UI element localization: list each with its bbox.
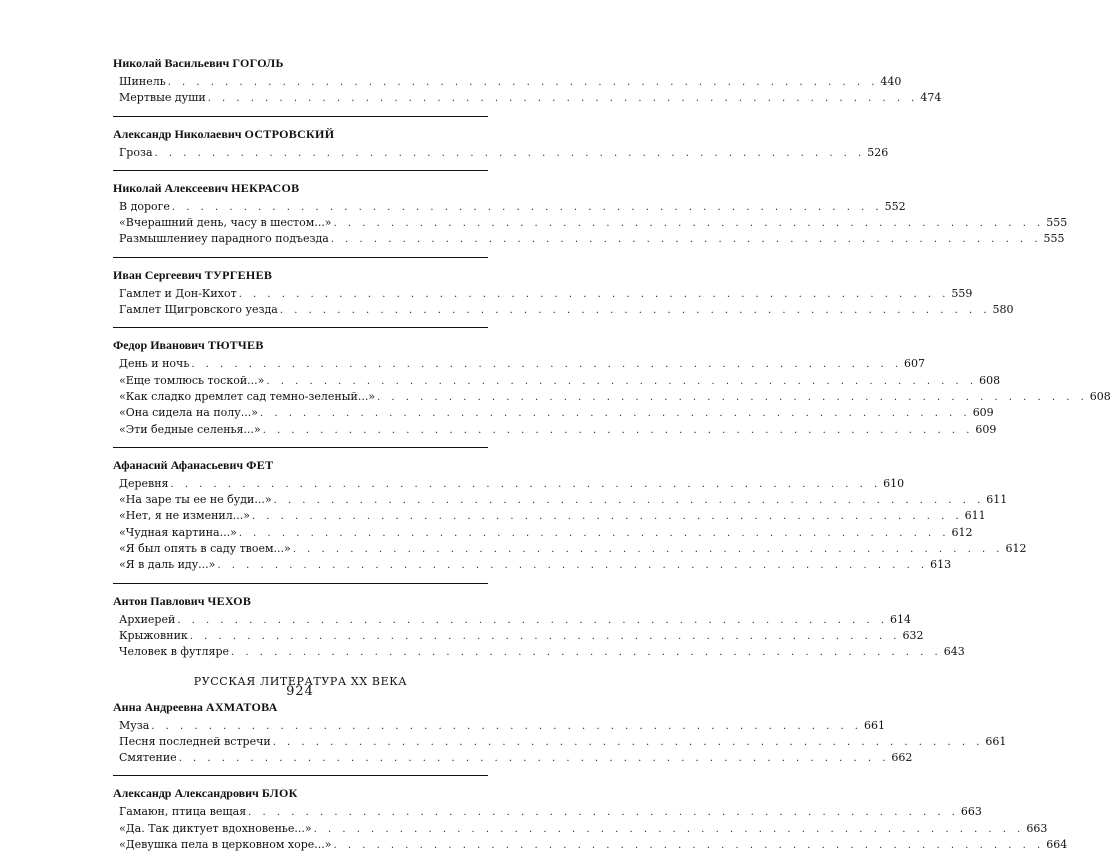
page-number: 924 (286, 684, 314, 699)
author-surname: ТУРГЕНЕВ (204, 267, 273, 282)
entry-title: Шинель (119, 75, 166, 88)
toc-entry (113, 612, 912, 628)
author-block (113, 593, 965, 661)
toc-entry (113, 821, 1048, 837)
entry-page: 608 (979, 373, 1001, 387)
entry-title: Гроза (119, 145, 153, 159)
toc-entry (113, 422, 997, 438)
divider (113, 583, 488, 584)
author-surname: АХМАТОВА (205, 699, 278, 714)
author-name (113, 55, 488, 71)
entry-title: Крыжовник (119, 628, 188, 642)
entry-page: 662 (891, 751, 913, 765)
entry-title: Гамлет Щигровского уезда (119, 303, 278, 317)
author-block (113, 699, 1007, 767)
author-surname: ЧЕХОВ (207, 593, 252, 608)
entry-page: 608 (1089, 389, 1111, 403)
toc-entry (113, 356, 926, 372)
entry-title: «Да. Так диктует вдохновенье...» (119, 821, 312, 835)
entry-title: Муза (119, 718, 150, 732)
dot-leader: . . . . . . . . . . . . . . . . . . . . . . . . . . . . . . . . . . . . . . . . . . . . . . . . . . (189, 630, 901, 642)
entry-page: 474 (920, 91, 942, 105)
author-first-name: Николай Васильевич (113, 56, 230, 70)
dot-leader: . . . . . . . . . . . . . . . . . . . . . . . . . . . . . . . . . . . . . . . . . . . . . . . . . . (154, 147, 866, 159)
entry-title: «Вчерашний день, часу в шестом...» (119, 216, 332, 230)
toc-entry (113, 405, 994, 421)
author-name (113, 699, 488, 715)
section-title: РУССКАЯ ЛИТЕРАТУРА ХХ ВЕКА (193, 674, 408, 688)
entry-title: «Эти бедные селенья...» (119, 422, 261, 436)
entry-title: Гамаюн, птица вещая (119, 805, 247, 819)
author-name (113, 457, 488, 473)
dot-leader: . . . . . . . . . . . . . . . . . . . . . . . . . . . . . . . . . . . . . . . . . . . . . . . . . . (248, 807, 959, 819)
toc-entry (113, 476, 905, 492)
toc-entry (113, 215, 1068, 231)
dot-leader: . . . . . . . . . . . . . . . . . . . . . . . . . . . . . . . . . . . . . . . . . . . . . . . . . . (251, 511, 963, 523)
dot-leader: . . . . . . . . . . . . . . . . . . . . . . . . . . . . . . . . . . . . . . . . . . . . . . . . . . (273, 495, 985, 507)
toc-entry (113, 734, 1007, 750)
author-block (113, 337, 1111, 437)
author-block (113, 55, 942, 107)
author-surname: БЛОК (261, 786, 298, 801)
dot-leader: . . . . . . . . . . . . . . . . . . . . . . . . . . . . . . . . . . . . . . . . . . . . . . . . . . (207, 93, 919, 105)
author-first-name: Афанасий Афанасьевич (113, 457, 244, 472)
toc-entry (113, 389, 1111, 405)
entry-page: 580 (992, 303, 1014, 317)
author-surname: ФЕТ (246, 457, 274, 472)
dot-leader: . . . . . . . . . . . . . . . . . . . . . . . . . . . . . . . . . . . . . . . . . . . . . . . . . . (151, 720, 862, 732)
author-surname: ОСТРОВСКИЙ (244, 126, 335, 141)
entry-page: 661 (864, 718, 885, 732)
author-name (113, 126, 488, 142)
entry-title: Песня последней встречи (119, 734, 271, 748)
entry-page: 609 (972, 406, 994, 420)
author-name (113, 337, 488, 353)
entry-title: Мертвые души (119, 91, 206, 105)
toc-entry (113, 644, 965, 660)
toc-entry (113, 199, 906, 215)
author-name (113, 267, 488, 283)
entry-title: «Я был опять в саду твоем...» (119, 542, 291, 556)
author-list-19th-century (113, 55, 1111, 661)
entry-page: 609 (975, 422, 997, 436)
entry-page: 663 (960, 805, 982, 819)
entry-page: 555 (1043, 232, 1065, 246)
dot-leader: . . . . . . . . . . . . . . . . . . . . . . . . . . . . . . . . . . . . . . . . . . . . . . . . . . (238, 288, 950, 300)
toc-entry (113, 302, 1014, 318)
toc-entry (113, 718, 885, 734)
table-of-contents (113, 55, 1111, 862)
dot-leader: . . . . . . . . . . . . . . . . . . . . . . . . . . . . . . . . . . . . . . . . . . . . . . . . . . (191, 359, 903, 371)
dot-leader: . . . . . . . . . . . . . . . . . . . . . . . . . . . . . . . . . . . . . . . . . . . . . . . . . . (279, 305, 991, 317)
toc-entry (113, 286, 973, 302)
entry-page: 559 (951, 286, 973, 300)
dot-leader: . . . . . . . . . . . . . . . . . . . . . . . . . . . . . . . . . . . . . . . . . . . . . . . . . . (167, 77, 879, 88)
dot-leader: . . . . . . . . . . . . . . . . . . . . . . . . . . . . . . . . . . . . . . . . . . . . . . . . . . (333, 840, 1045, 852)
divider (113, 775, 488, 776)
entry-title: «Нет, я не изменил...» (119, 509, 250, 523)
entry-page: 612 (951, 525, 973, 539)
toc-entry (113, 145, 889, 161)
toc-entry (113, 804, 982, 820)
author-block (113, 180, 1068, 248)
entry-page: 664 (1046, 838, 1068, 852)
author-name (113, 180, 488, 196)
dot-leader: . . . . . . . . . . . . . . . . . . . . . . . . . . . . . . . . . . . . . . . . . . . . . . . . . . (266, 375, 978, 387)
dot-leader: . . . . . . . . . . . . . . . . . . . . . . . . . . . . . . . . . . . . . . . . . . . . . . . . . . (330, 234, 1042, 246)
toc-entry (113, 541, 1027, 557)
author-block (113, 126, 889, 161)
entry-page: 632 (902, 628, 924, 642)
author-list-20th-century (113, 699, 1068, 854)
author-first-name: Иван Сергеевич (113, 267, 202, 282)
author-block (113, 457, 1027, 574)
dot-leader: . . . . . . . . . . . . . . . . . . . . . . . . . . . . . . . . . . . . . . . . . . . . . . . . . . (377, 391, 1088, 403)
dot-leader: . . . . . . . . . . . . . . . . . . . . . . . . . . . . . . . . . . . . . . . . . . . . . . . . . . (259, 408, 971, 420)
toc-entry (113, 837, 1068, 853)
entry-title: Гамлет и Дон-Кихот (119, 286, 237, 300)
dot-leader: . . . . . . . . . . . . . . . . . . . . . . . . . . . . . . . . . . . . . . . . . . . . . . . . . . (272, 736, 984, 748)
entry-page: 614 (890, 612, 912, 626)
entry-page: 643 (943, 645, 965, 659)
toc-entry (113, 525, 973, 541)
dot-leader: . . . . . . . . . . . . . . . . . . . . . . . . . . . . . . . . . . . . . . . . . . . . . . . . . . (177, 614, 889, 626)
dot-leader: . . . . . . . . . . . . . . . . . . . . . . . . . . . . . . . . . . . . . . . . . . . . . . . . . . (171, 201, 883, 213)
entry-title: «Как сладко дремлет сад темно-зеленый...» (119, 389, 376, 403)
entry-page: 661 (985, 734, 1007, 748)
entry-page: 612 (1005, 542, 1027, 556)
dot-leader: . . . . . . . . . . . . . . . . . . . . . . . . . . . . . . . . . . . . . . . . . . . . . . . . . . (170, 478, 882, 490)
dot-leader: . . . . . . . . . . . . . . . . . . . . . . . . . . . . . . . . . . . . . . . . . . . . . . . . . . (238, 527, 950, 539)
author-name (113, 593, 488, 609)
toc-entry (113, 492, 1008, 508)
entry-page: 607 (904, 357, 926, 371)
entry-title: «Я в даль иду...» (119, 558, 216, 572)
divider (113, 170, 488, 171)
divider (113, 447, 488, 448)
entry-page: 610 (883, 476, 905, 490)
entry-page: 552 (884, 199, 906, 213)
author-first-name: Анна Андреевна (113, 699, 203, 714)
dot-leader: . . . . . . . . . . . . . . . . . . . . . . . . . . . . . . . . . . . . . . . . . . . . . . . . . . (231, 647, 942, 659)
toc-entry (113, 628, 924, 644)
author-first-name: Федор Иванович (113, 338, 205, 353)
toc-entry (113, 508, 986, 524)
dot-leader: . . . . . . . . . . . . . . . . . . . . . . . . . . . . . . . . . . . . . . . . . . . . . . . . . . (333, 218, 1045, 230)
dot-leader: . . . . . . . . . . . . . . . . . . . . . . . . . . . . . . . . . . . . . . . . . . . . . . . . . . (292, 544, 1004, 556)
author-first-name: Антон Павлович (113, 593, 205, 608)
entry-page: 440 (880, 75, 902, 88)
author-first-name: Николай Алексеевич (113, 180, 229, 195)
entry-page: 555 (1046, 216, 1068, 230)
author-surname: НЕКРАСОВ (231, 180, 300, 195)
author-name (113, 785, 488, 801)
divider (113, 257, 488, 258)
divider (113, 327, 488, 328)
author-block (113, 267, 1014, 319)
entry-title: «Она сидела на полу...» (119, 406, 258, 420)
dot-leader: . . . . . . . . . . . . . . . . . . . . . . . . . . . . . . . . . . . . . . . . . . . . . . . . . . (217, 560, 929, 572)
entry-title: Человек в футляре (119, 645, 230, 659)
entry-title: День и ночь (119, 357, 190, 371)
toc-entry (113, 750, 913, 766)
author-surname: ГОГОЛЬ (232, 56, 284, 70)
author-first-name: Александр Александрович (113, 786, 259, 801)
divider (113, 116, 488, 117)
entry-title: «Девушка пела в церковном хоре...» (119, 838, 332, 852)
entry-page: 663 (1026, 821, 1048, 835)
toc-entry (113, 74, 902, 90)
entry-title: Архиерей (119, 612, 176, 626)
author-first-name: Александр Николаевич (113, 126, 242, 141)
entry-title: Смятение (119, 751, 177, 765)
toc-entry (113, 557, 952, 573)
entry-page: 613 (930, 558, 952, 572)
entry-title: «На заре ты ее не буди...» (119, 493, 272, 507)
toc-entry (113, 373, 1001, 389)
entry-page: 526 (867, 145, 889, 159)
entry-title: Размышлениеу парадного подъезда (119, 232, 329, 246)
entry-page: 611 (964, 509, 986, 523)
entry-title: «Чудная картина...» (119, 525, 237, 539)
entry-page: 611 (986, 493, 1008, 507)
dot-leader: . . . . . . . . . . . . . . . . . . . . . . . . . . . . . . . . . . . . . . . . . . . . . . . . . . (178, 753, 890, 765)
author-surname: ТЮТЧЕВ (207, 338, 264, 353)
entry-title: В дороге (119, 199, 170, 213)
author-block (113, 785, 1068, 853)
toc-entry (113, 90, 942, 106)
toc-entry (113, 231, 1065, 247)
entry-title: «Еще томлюсь тоской...» (119, 373, 265, 387)
dot-leader: . . . . . . . . . . . . . . . . . . . . . . . . . . . . . . . . . . . . . . . . . . . . . . . . . . (262, 424, 974, 436)
entry-title: Деревня (119, 476, 169, 490)
dot-leader: . . . . . . . . . . . . . . . . . . . . . . . . . . . . . . . . . . . . . . . . . . . . . . . . . . (313, 823, 1025, 835)
